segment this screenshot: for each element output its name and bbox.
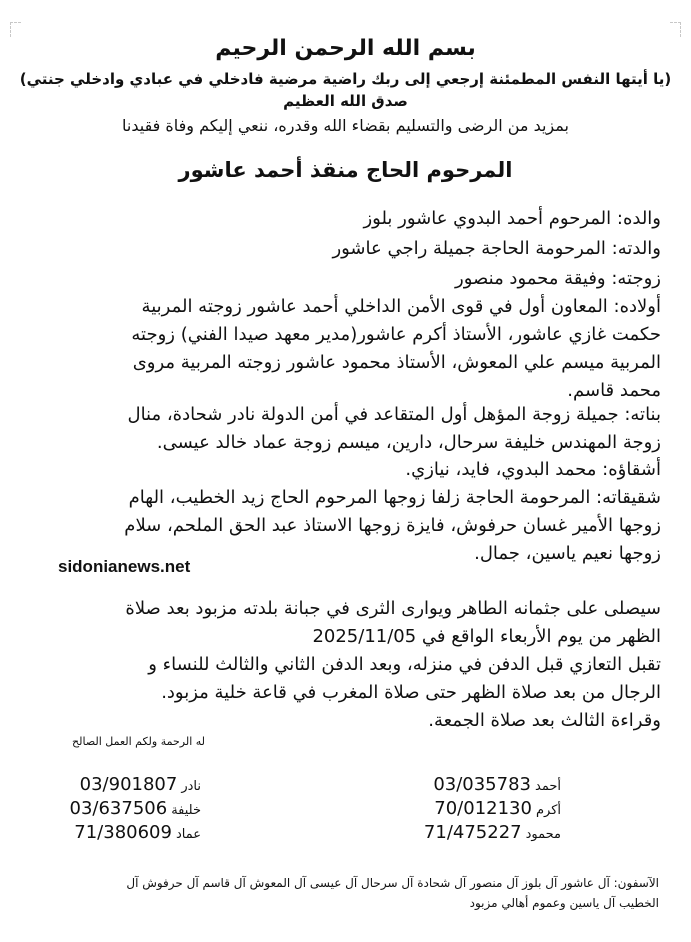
children-line-1: أولاده: المعاون أول في قوى الأمن الداخلي أحمد عاشور زوجته المربية: [141, 296, 661, 317]
contact-left-2: [70, 798, 202, 819]
contact-right-3: [424, 822, 561, 843]
daughters-line-2: زوجة المهندس خليفة سرحال، دارين، ميسم زوجة عماد خالد عيسى.: [156, 432, 661, 453]
condolence-line-1: تقبل التعازي قبل الدفن في منزله، وبعد الدفن الثاني والثالث للنساء و: [148, 654, 661, 675]
funeral-line-1: سيصلى على جثمانه الطاهر ويوارى الثرى في جبانة بلدته مزبود بعد صلاة: [125, 598, 661, 619]
crop-mark-right: [670, 22, 681, 37]
contact-number: 03/901807: [79, 774, 178, 795]
sisters-line-1: شقيقاته: المرحومة الحاجة زلفا زوجها المرحوم الحاج زيد الخطيب، الهام: [128, 487, 661, 508]
wife-line: زوجته: وفيقة محمود منصور: [455, 268, 661, 289]
contact-name: أكرم: [535, 803, 561, 818]
basmala-heading: بسم الله الرحمن الرحيم: [215, 36, 476, 61]
mother-line: والدته: المرحومة الحاجة جميلة راجي عاشور: [332, 238, 661, 259]
contact-right-1: [433, 774, 561, 795]
website-watermark: sidonianews.net: [58, 557, 191, 576]
crop-mark-left: [10, 22, 21, 37]
deceased-name: المرحوم الحاج منقذ أحمد عاشور: [178, 158, 513, 182]
contact-number: 71/380609: [74, 822, 172, 843]
contact-left-3: [74, 822, 201, 843]
quran-verse: (يا أيتها النفس المطمئنة إرجعي إلى ربك راضية مرضية فادخلي في عبادي وادخلي جنتي): [19, 70, 672, 88]
brothers-line: أشقاؤه: محمد البدوي، فايد، نيازي.: [405, 459, 661, 480]
contact-name: عماد: [175, 827, 201, 842]
sisters-line-3: زوجها نعيم ياسين، جمال.: [474, 543, 661, 564]
contact-number: 70/012130: [434, 798, 532, 819]
third-day-line: وقراءة الثالث بعد صلاة الجمعة.: [428, 710, 661, 731]
contact-number: 03/035783: [433, 774, 531, 795]
contact-name: محمود: [525, 827, 561, 842]
children-line-3: المربية ميسم علي المعوش، الأستاذ محمود عاشور زوجته المربية مروى: [132, 352, 661, 373]
funeral-line-2: الظهر من يوم الأربعاء الواقع في 2025/11/05: [312, 626, 661, 647]
sisters-line-2: زوجها الأمير غسان حرفوش، فايزة زوجها الاستاذ عبد الحق الملحم، سلام: [124, 515, 661, 536]
father-line: والده: المرحوم أحمد البدوي عاشور بلوز: [363, 208, 661, 229]
children-line-4: محمد قاسم.: [567, 380, 661, 401]
contact-name: نادر: [181, 779, 201, 794]
contact-number: 03/637506: [69, 798, 168, 819]
verse-closing: صدق الله العظيم: [283, 92, 408, 110]
announcement-intro: بمزيد من الرضى والتسليم بقضاء الله وقدره، ننعي إليكم وفاة فقيدنا: [122, 116, 569, 135]
mercy-phrase: له الرحمة ولكم العمل الصالح: [72, 735, 205, 748]
contact-name: أحمد: [535, 779, 561, 794]
contact-number: 71/475227: [423, 822, 522, 843]
contact-right-2: [434, 798, 561, 819]
condolence-line-2: الرجال من بعد صلاة الظهر حتى صلاة المغرب في قاعة خلية مزبود.: [161, 682, 661, 703]
bereaved-families-line-2: الخطيب آل ياسين وعموم أهالي مزبود: [469, 896, 659, 910]
contact-name: خليفة: [171, 803, 201, 818]
contact-left-1: [80, 774, 201, 795]
children-line-2: حكمت غازي عاشور، الأستاذ أكرم عاشور(مدير معهد صيدا الفني) زوجته: [131, 324, 661, 345]
bereaved-families-line-1: الآسفون: آل عاشور آل بلوز آل منصور آل شحادة آل سرحال آل عيسى آل المعوش آل قاسم آل حرفوش آل: [126, 876, 659, 890]
daughters-line-1: بناته: جميلة زوجة المؤهل أول المتقاعد في أمن الدولة نادر شحادة، منال: [127, 404, 661, 425]
